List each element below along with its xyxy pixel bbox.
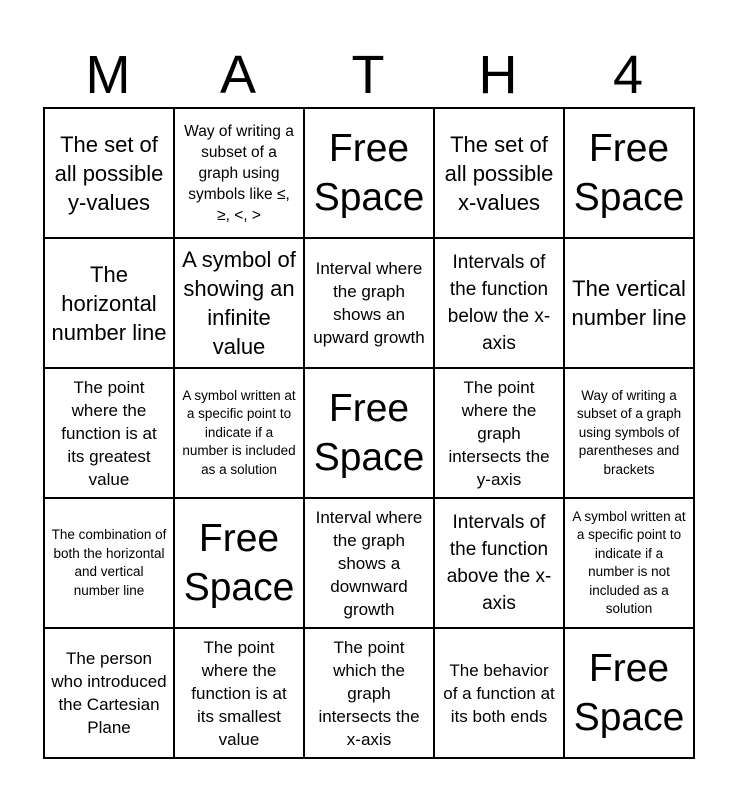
bingo-cell: A symbol written at a specific point to indicate if a number is not included as a solution xyxy=(565,499,695,629)
bingo-cell: Intervals of the function below the x-axis xyxy=(435,239,565,369)
bingo-cell: The person who introduced the Cartesian Plane xyxy=(45,629,175,759)
bingo-cell: The point where the function is at its smallest value xyxy=(175,629,305,759)
title-letter: A xyxy=(219,45,257,105)
bingo-cell: Interval where the graph shows a downward growth xyxy=(305,499,435,629)
bingo-cell: The point where the graph intersects the y-axis xyxy=(435,369,565,499)
bingo-cell: A symbol written at a specific point to indicate if a number is included as a solution xyxy=(175,369,305,499)
bingo-cell: The vertical number line xyxy=(565,239,695,369)
bingo-cell: The horizontal number line xyxy=(45,239,175,369)
free-space-cell: Free Space xyxy=(565,629,695,759)
title-letter: H xyxy=(478,45,518,105)
free-space-cell: Free Space xyxy=(175,499,305,629)
bingo-grid xyxy=(43,107,695,759)
free-space-cell: Free Space xyxy=(565,109,695,239)
title-letter: M xyxy=(85,45,131,105)
bingo-cell: The behavior of a function at its both ends xyxy=(435,629,565,759)
bingo-cell: Way of writing a subset of a graph using symbols like ≤, ≥, <, > xyxy=(175,109,305,239)
bingo-cell: The combination of both the horizontal and vertical number line xyxy=(45,499,175,629)
bingo-cell: Way of writing a subset of a graph using symbols of parentheses and brackets xyxy=(565,369,695,499)
bingo-cell: The point where the function is at its greatest value xyxy=(45,369,175,499)
bingo-cell: A symbol of showing an infinite value xyxy=(175,239,305,369)
free-space-cell: Free Space xyxy=(305,109,435,239)
bingo-cell: The set of all possible x-values xyxy=(435,109,565,239)
title-letter: T xyxy=(351,45,385,105)
title-letter: 4 xyxy=(612,45,644,105)
bingo-cell: Intervals of the function above the x-axis xyxy=(435,499,565,629)
free-space-cell: Free Space xyxy=(305,369,435,499)
bingo-cell: The set of all possible y-values xyxy=(45,109,175,239)
bingo-cell: Interval where the graph shows an upward growth xyxy=(305,239,435,369)
bingo-title xyxy=(43,44,693,106)
bingo-cell: The point which the graph intersects the x-axis xyxy=(305,629,435,759)
